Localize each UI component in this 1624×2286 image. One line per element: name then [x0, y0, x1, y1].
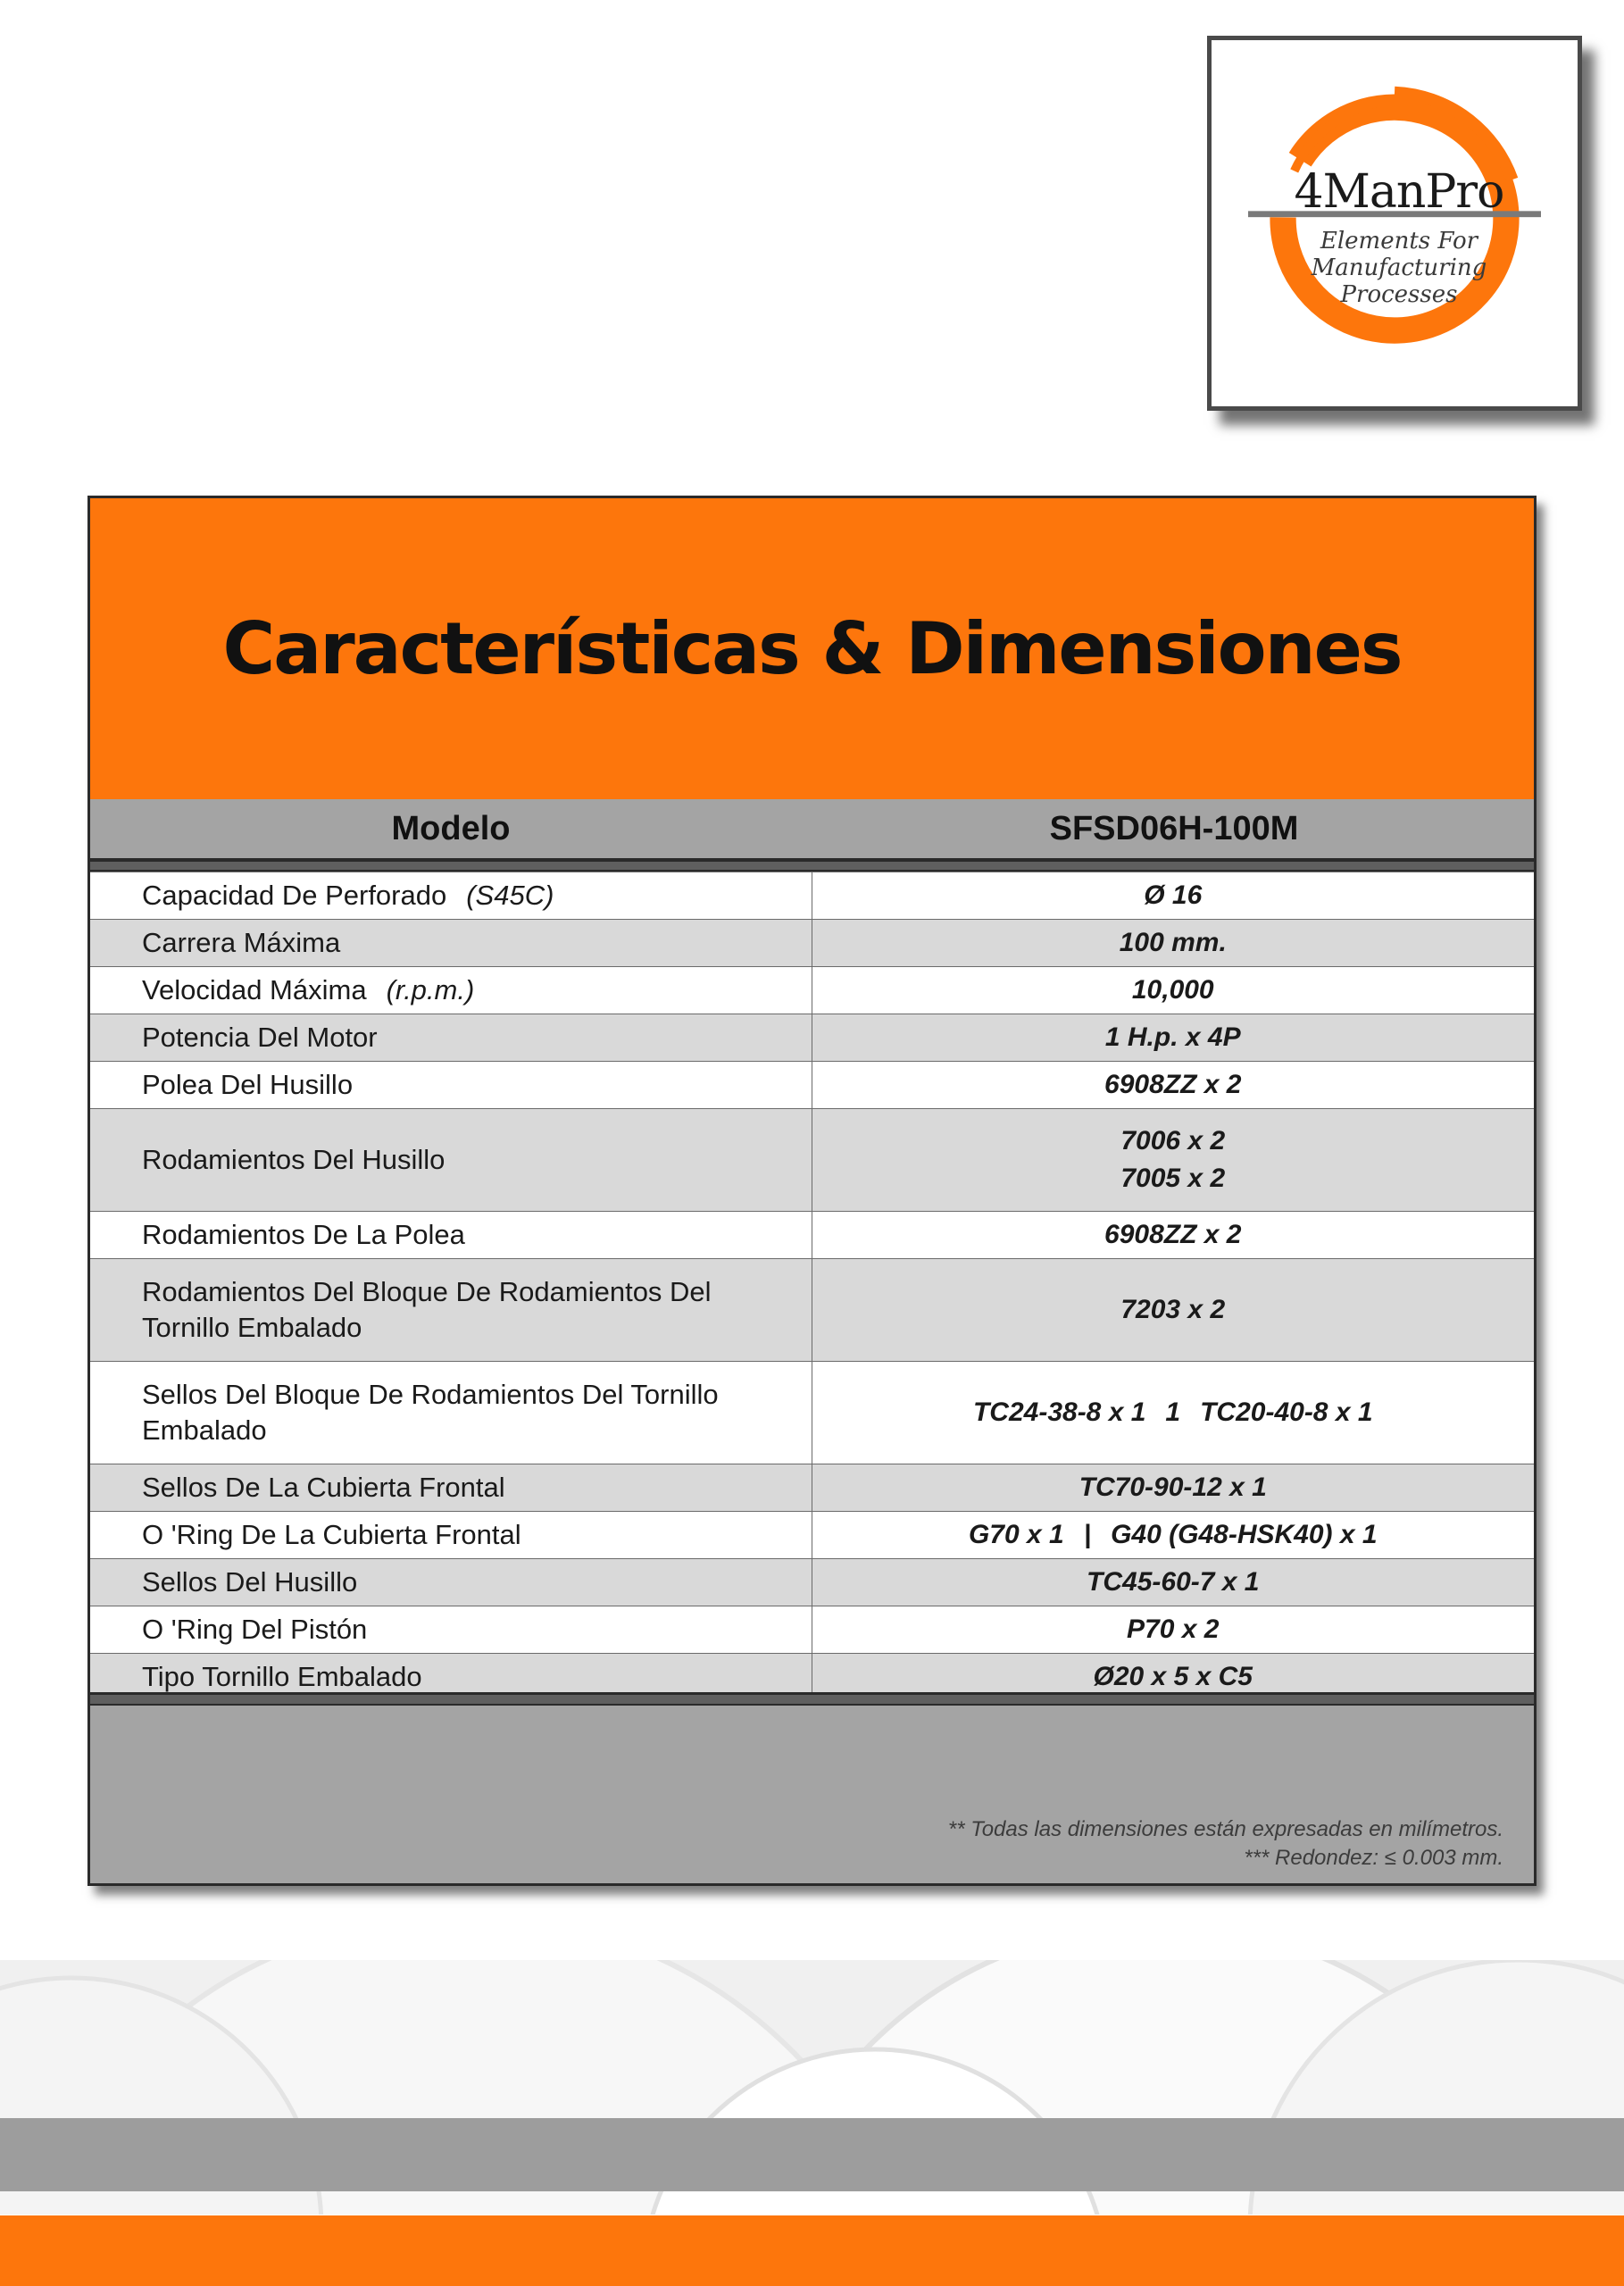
spec-value: 1 H.p. x 4P	[812, 1014, 1534, 1062]
spec-label: Capacidad De Perforado (S45C)	[90, 872, 812, 920]
spec-note: (r.p.m.)	[386, 974, 475, 1005]
table-row	[90, 967, 1534, 1014]
spec-value: TC70-90-12 x 1	[812, 1464, 1534, 1512]
spec-label: Potencia Del Motor	[90, 1014, 812, 1062]
spec-value: Ø 16	[812, 872, 1534, 920]
spec-label: Sellos De La Cubierta Frontal	[90, 1464, 812, 1512]
footnote-units: ** Todas las dimensiones están expresadas en milímetros.	[947, 1817, 1503, 1841]
model-value: SFSD06H-100M	[1049, 810, 1299, 847]
table-row	[90, 1464, 1534, 1512]
title-band	[90, 498, 1534, 799]
spec-value: 100 mm.	[812, 920, 1534, 967]
spec-label: Rodamientos Del Bloque De Rodamientos Del Tornillo Embalado	[90, 1259, 812, 1362]
spec-table	[90, 872, 1534, 1701]
table-row	[90, 1014, 1534, 1062]
spec-label: Sellos Del Bloque De Rodamientos Del Tornillo Embalado	[90, 1362, 812, 1464]
spec-value: 7006 x 2 7005 x 2	[812, 1109, 1534, 1212]
company-logo	[1207, 36, 1582, 411]
table-bottom-separator	[90, 1692, 1534, 1706]
spec-label: Rodamientos De La Polea	[90, 1212, 812, 1259]
table-row	[90, 1559, 1534, 1606]
spec-note: (S45C)	[466, 880, 554, 911]
table-row	[90, 1606, 1534, 1654]
footer-gray-band	[0, 2118, 1624, 2191]
model-label: Modelo	[391, 810, 511, 847]
spec-value: 6908ZZ x 2	[812, 1062, 1534, 1109]
spec-label: Sellos Del Husillo	[90, 1559, 812, 1606]
spec-label: Velocidad Máxima (r.p.m.)	[90, 967, 812, 1014]
spec-value: 7203 x 2	[812, 1259, 1534, 1362]
footer-orange-band	[0, 2215, 1624, 2286]
spec-label: Rodamientos Del Husillo	[90, 1109, 812, 1212]
spec-label: O 'Ring Del Pistón	[90, 1606, 812, 1654]
table-row	[90, 1512, 1534, 1559]
footnotes	[948, 1815, 1503, 1873]
model-header-row	[90, 799, 1534, 862]
spec-value: 10,000	[812, 967, 1534, 1014]
spec-value: TC24-38-8 x 1 1 TC20-40-8 x 1	[812, 1362, 1534, 1464]
table-row	[90, 1212, 1534, 1259]
spec-value: 6908ZZ x 2	[812, 1212, 1534, 1259]
spec-value: P70 x 2	[812, 1606, 1534, 1654]
table-row	[90, 1259, 1534, 1362]
spec-label: Carrera Máxima	[90, 920, 812, 967]
logo-ring-graphic	[1212, 40, 1578, 406]
table-row	[90, 872, 1534, 920]
spec-label: O 'Ring De La Cubierta Frontal	[90, 1512, 812, 1559]
page-title: Características & Dimensiones	[222, 607, 1402, 690]
table-row	[90, 920, 1534, 967]
spec-value: Ø20 x 5 x C5	[812, 1654, 1534, 1701]
table-row	[90, 1062, 1534, 1109]
spec-label: Polea Del Husillo	[90, 1062, 812, 1109]
spec-value: TC45-60-7 x 1	[812, 1559, 1534, 1606]
logo-tagline-line2: Manufacturing Processes	[1311, 254, 1487, 308]
spec-label: Tipo Tornillo Embalado	[90, 1654, 812, 1701]
logo-tagline-line1: Elements For	[1320, 228, 1478, 254]
footnote-roundness: *** Redondez: ≤ 0.003 mm.	[1244, 1846, 1503, 1870]
header-separator	[90, 862, 1534, 872]
spec-value: G70 x 1 | G40 (G48-HSK40) x 1	[812, 1512, 1534, 1559]
logo-tagline	[1256, 228, 1542, 308]
logo-wordmark: 4ManPro	[1294, 165, 1504, 219]
spec-card	[87, 496, 1537, 1886]
table-row	[90, 1362, 1534, 1464]
table-row	[90, 1109, 1534, 1212]
